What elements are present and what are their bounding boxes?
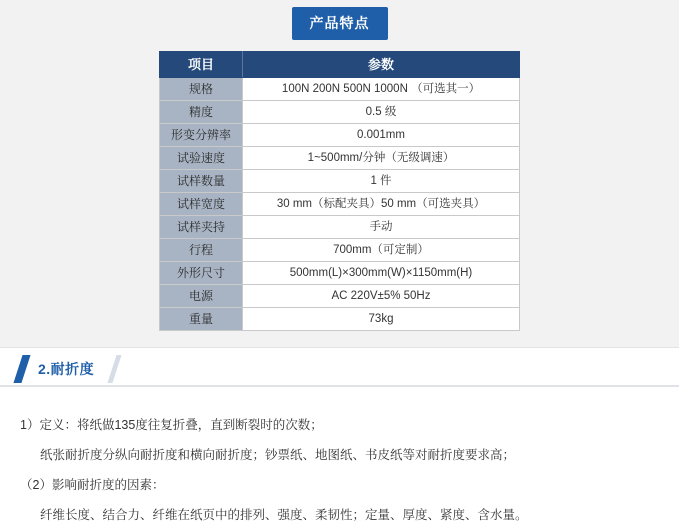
row-label: 试验速度 <box>160 147 243 170</box>
row-label: 重量 <box>160 308 243 331</box>
section-divider <box>0 385 679 387</box>
table-row <box>160 101 520 124</box>
row-value: 1 件 <box>243 170 520 193</box>
content-line-definition-detail: 纸张耐折度分纵向耐折度和横向耐折度；钞票纸、地图纸、书皮纸等对耐折度要求高； <box>40 448 516 462</box>
section-title: 2.耐折度 <box>38 361 95 377</box>
row-label: 电源 <box>160 285 243 308</box>
specification-table <box>159 51 520 331</box>
row-label: 精度 <box>160 101 243 124</box>
table-row <box>160 308 520 331</box>
table-row <box>160 216 520 239</box>
row-value: 100N 200N 500N 1000N （可选其一） <box>243 78 520 101</box>
table-row <box>160 147 520 170</box>
content-line-factors-detail: 纤维长度、结合力、纤维在纸页中的排列、强度、柔韧性；定量、厚度、紧度、含水量。 <box>40 508 528 522</box>
column-header-parameter: 参数 <box>243 52 520 78</box>
table-row <box>160 78 520 101</box>
banner-container <box>0 7 679 40</box>
row-value: 700mm（可定制） <box>243 239 520 262</box>
content-line-factors: （2）影响耐折度的因素： <box>20 478 165 492</box>
row-value: 1~500mm/分钟（无级调速） <box>243 147 520 170</box>
row-label: 试样数量 <box>160 170 243 193</box>
table-row <box>160 285 520 308</box>
table-row <box>160 262 520 285</box>
table-row <box>160 124 520 147</box>
table-header-row <box>160 52 520 78</box>
accent-slash-icon <box>107 355 121 383</box>
section-banner-title: 产品特点 <box>292 7 388 40</box>
row-value: AC 220V±5% 50Hz <box>243 285 520 308</box>
table-row <box>160 193 520 216</box>
row-value: 30 mm（标配夹具）50 mm（可选夹具） <box>243 193 520 216</box>
row-value: 0.5 级 <box>243 101 520 124</box>
row-value: 0.001mm <box>243 124 520 147</box>
row-label: 规格 <box>160 78 243 101</box>
table-row <box>160 239 520 262</box>
content-line-definition: 1）定义：将纸做135度往复折叠，直到断裂时的次数； <box>20 418 323 432</box>
row-label: 行程 <box>160 239 243 262</box>
table-header <box>160 52 520 78</box>
accent-bar-icon <box>13 355 30 383</box>
table-body <box>160 78 520 331</box>
section-heading <box>0 355 679 393</box>
row-label: 试样夹持 <box>160 216 243 239</box>
section-content <box>20 410 665 530</box>
row-label: 外形尺寸 <box>160 262 243 285</box>
column-header-item: 项目 <box>160 52 243 78</box>
row-label: 试样宽度 <box>160 193 243 216</box>
row-value: 500mm(L)×300mm(W)×1150mm(H) <box>243 262 520 285</box>
table-row <box>160 170 520 193</box>
row-value: 73kg <box>243 308 520 331</box>
row-value: 手动 <box>243 216 520 239</box>
row-label: 形变分辨率 <box>160 124 243 147</box>
